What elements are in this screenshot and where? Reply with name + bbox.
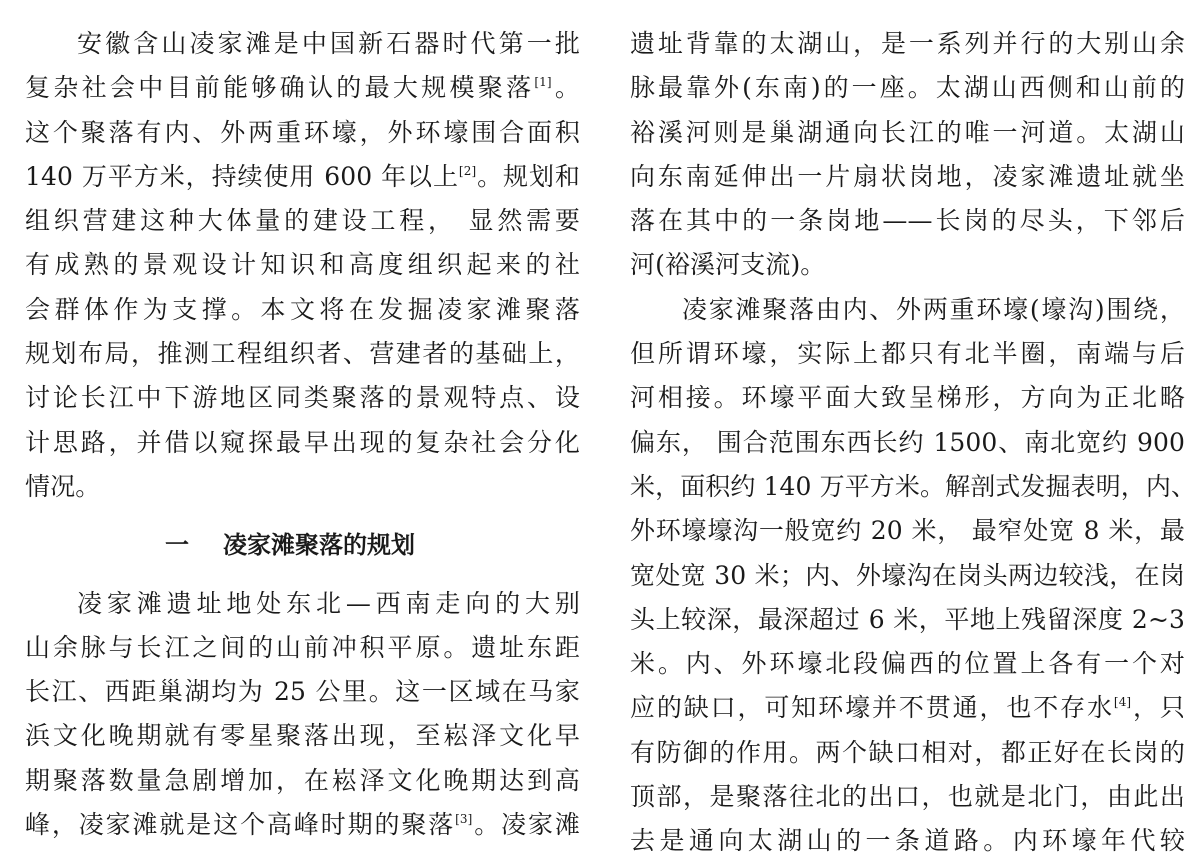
text-line: 复杂社会中目前能够确认的最大规模聚落[1]。 [25,73,580,103]
paragraph-moats [630,288,1197,864]
section-number: 一 [165,531,189,560]
text-line: 头上较深，最深超过 6 米，平地上残留深度 2~3 [630,604,1185,634]
text-line: 河(裕溪河支流)。 [630,250,826,280]
text-line: 期聚落数量急剧增加，在崧泽文化晚期达到高 [25,765,580,795]
text-line: 脉最靠外(东南)的一座。太湖山西侧和山前的 [630,73,1185,103]
text-line: 应的缺口，可知环壕并不贯通，也不存水[4]，只 [630,693,1185,723]
text-line: 情况。 [25,471,101,501]
text-line: 140 万平方米，持续使用 600 年以上[2]。规划和 [25,161,580,191]
text-line: 但所谓环壕，实际上都只有北半圈，南端与后 [630,339,1185,369]
text-line: 宽处宽 30 米；内、外壕沟在岗头两边较浅，在岗 [630,560,1185,590]
text-line: 遗址背靠的太湖山，是一系列并行的大别山余 [630,29,1185,58]
text-line: 顶部，是聚落往北的出口，也就是北门，由此出 [630,782,1185,812]
section-title: 凌家滩聚落的规划 [223,531,415,560]
text-line: 讨论长江中下游地区同类聚落的景观特点、设 [25,383,580,413]
text-line: 这个聚落有内、外两重环壕，外环壕围合面积 [25,117,580,147]
left-column [25,22,580,847]
section-heading [25,523,580,567]
text-line: 浜文化晚期就有零星聚落出现，至崧泽文化早 [25,721,580,751]
text-line: 峰，凌家滩就是这个高峰时期的聚落[3]。凌家滩 [25,810,580,840]
text-line: 米，面积约 140 万平方米。解剖式发掘表明，内、 [630,471,1197,501]
text-line: 外环壕壕沟一般宽约 20 米， 最窄处宽 8 米，最 [630,516,1185,546]
paragraph-location [25,582,580,848]
text-line: 裕溪河则是巢湖通向长江的唯一河道。太湖山 [630,117,1185,147]
text-line: 山余脉与长江之间的山前冲积平原。遗址东距 [25,632,580,662]
text-line: 安徽含山凌家滩是中国新石器时代第一批 [77,29,580,58]
text-line: 河相接。环壕平面大致呈梯形，方向为正北略 [630,383,1185,413]
text-line: 落在其中的一条岗地——长岗的尽头，下邻后 [630,206,1185,236]
citation-ref[interactable]: [4] [1113,695,1132,710]
paragraph-location-continued [630,22,1185,288]
text-line: 组织营建这种大体量的建设工程， 显然需要 [25,206,580,236]
text-line: 会群体作为支撑。本文将在发掘凌家滩聚落 [25,294,580,324]
text-line: 米。内、外环壕北段偏西的位置上各有一个对 [630,649,1185,679]
right-column [630,22,1197,864]
citation-ref[interactable]: [3] [455,812,473,827]
text-line: 有成熟的景观设计知识和高度组织起来的社 [25,250,580,280]
text-line: 去是通向太湖山的一条道路。内环壕年代较 [630,826,1185,856]
text-line: 偏东， 围合范围东西长约 1500、南北宽约 900 [630,427,1185,457]
text-line: 凌家滩遗址地处东北—西南走向的大别 [77,588,580,618]
text-line: 长江、西距巢湖均为 25 公里。这一区域在马家 [25,677,580,707]
paragraph-intro [25,22,580,509]
text-line: 向东南延伸出一片扇状岗地，凌家滩遗址就坐 [630,161,1185,191]
text-line: 计思路，并借以窥探最早出现的复杂社会分化 [25,427,580,457]
citation-ref[interactable]: [2] [458,163,477,178]
text-line: 凌家滩聚落由内、外两重环壕(壕沟)围绕， [682,294,1185,324]
text-line: 规划布局，推测工程组织者、营建者的基础上， [25,339,580,369]
text-line: 有防御的作用。两个缺口相对，都正好在长岗的 [630,737,1185,767]
citation-ref[interactable]: [1] [534,75,552,90]
